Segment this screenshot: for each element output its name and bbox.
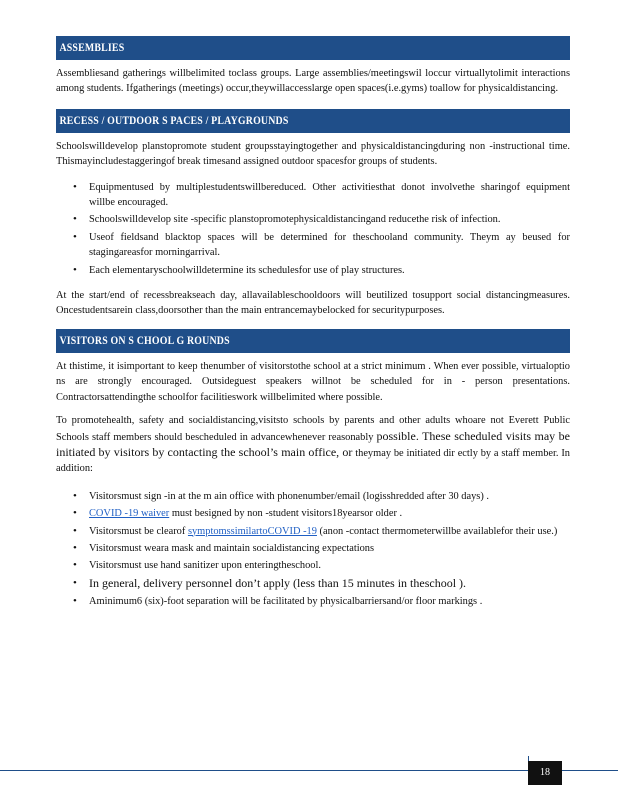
list-item: • Visitorsmust sign -in at the m ain office with phonenumber/email (logisshredded after 30 days) . [56, 489, 570, 504]
bullet-icon: • [73, 263, 77, 276]
list-item: • Each elementaryschoolwilldetermine its schedulesfor use of play structures. [56, 263, 570, 278]
list-item: • Useof fieldsand blacktop spaces will be determined for theschooland community. Theym ay beused for stagingareasfor morningarrival. [73, 230, 570, 259]
bullet-icon: • [73, 541, 77, 554]
visitors-bullet-list [56, 489, 570, 610]
document-page [56, 36, 570, 612]
recess-bullet-list [56, 180, 570, 278]
bullet-icon: • [73, 507, 77, 520]
section-title: ASSEMBLIES [56, 36, 569, 60]
bullet-icon: • [73, 559, 77, 572]
section-assemblies [56, 36, 570, 97]
recess-paragraph: Schoolswilldevelop planstopromote student groupsstayingtogether and physicaldistancingduring non -instructional time. Thismayincludestaggeringof break timesand assigned outdoor spacesfor groups of students. [56, 140, 570, 168]
bullet-icon: • [73, 576, 77, 589]
section-title: RECESS / OUTDOOR S PACES / PLAYGROUNDS [56, 109, 569, 133]
bullet-icon: • [73, 213, 77, 226]
bullet-icon: • [73, 489, 77, 502]
visitors-paragraph-2: To promotehealth, safety and socialdistancing,visitsto schools by parents and other adults whoare not Everett Public Schools staff members should bescheduled in advancewhenever reasonably possible. These scheduled visits may be initiated by visitors by contacting the school’s main office, or theymay be initiated dir ectly by a staff member. In addition: [56, 415, 570, 475]
page-number: 18 [528, 761, 562, 785]
bullet-icon: • [73, 524, 77, 537]
section-title: VISITORS ON S CHOOL G ROUNDS [56, 329, 569, 353]
bullet-icon: • [73, 180, 77, 193]
list-item: • Visitorsmust weara mask and maintain socialdistancing expectations [56, 541, 570, 556]
section-header-recess [56, 109, 570, 133]
list-item: • Equipmentused by multiplestudentswillbereduced. Other activitiesthat donot involvethe sharingof equipment willbe encouraged. [73, 180, 570, 209]
section-recess [56, 109, 570, 319]
assemblies-paragraph: Assembliesand gatherings willbelimited toclass groups. Large assemblies/meetingswil loccur virtuallytolimit interactions among students. Ifgatherings (meetings) occur,theywillaccesslarge open spaces(i.e.gyms) toallow for physicaldistancing. [56, 68, 570, 95]
list-item: • Schoolswilldevelop site -specific planstopromotephysicaldistancingand reducethe risk of infection. [56, 212, 570, 227]
section-header-visitors [56, 329, 570, 353]
section-visitors [56, 329, 570, 610]
footer-rule [0, 770, 618, 771]
list-item: • Aminimum6 (six)-foot separation will be facilitated by physicalbarriersand/or floor markings . [56, 594, 570, 609]
list-item: • Visitorsmust be clearof symptomssimilartoCOVID -19 (anon -contact thermometerwillbe availablefor their use.) [56, 524, 570, 539]
recess-closing-paragraph: At the start/end of recessbreakseach day, allavailableschooldoors will beutilized tosupport social distancingmeasures. Oncestudentsarein class,doorsother than the main entrancemaybelocked for securitypurposes. [56, 290, 570, 317]
bullet-icon: • [73, 595, 77, 608]
bullet-icon: • [73, 230, 77, 243]
covid-waiver-link[interactable]: COVID -19 waiver [89, 508, 170, 520]
list-item: • Visitorsmust use hand sanitizer upon enteringtheschool. [56, 558, 570, 573]
list-item: • COVID -19 waiver must besigned by non -student visitors18yearsor older . [56, 506, 570, 521]
covid-symptoms-link[interactable]: symptomssimilartoCOVID -19 [187, 525, 317, 537]
section-header-assemblies [56, 36, 570, 60]
list-item: • In general, delivery personnel don’t apply (less than 15 minutes in theschool ). [73, 575, 467, 590]
visitors-paragraph-1: At thistime, it isimportant to keep thenumber of visitorstothe school at a strict minimum . When ever possible, virtualoptio ns are strongly encouraged. Outsideguest speakers willnot be scheduled for in - person presentations. Contractorsattendingthe schoolfor facilitieswork willbelimited where possible. [56, 360, 570, 403]
